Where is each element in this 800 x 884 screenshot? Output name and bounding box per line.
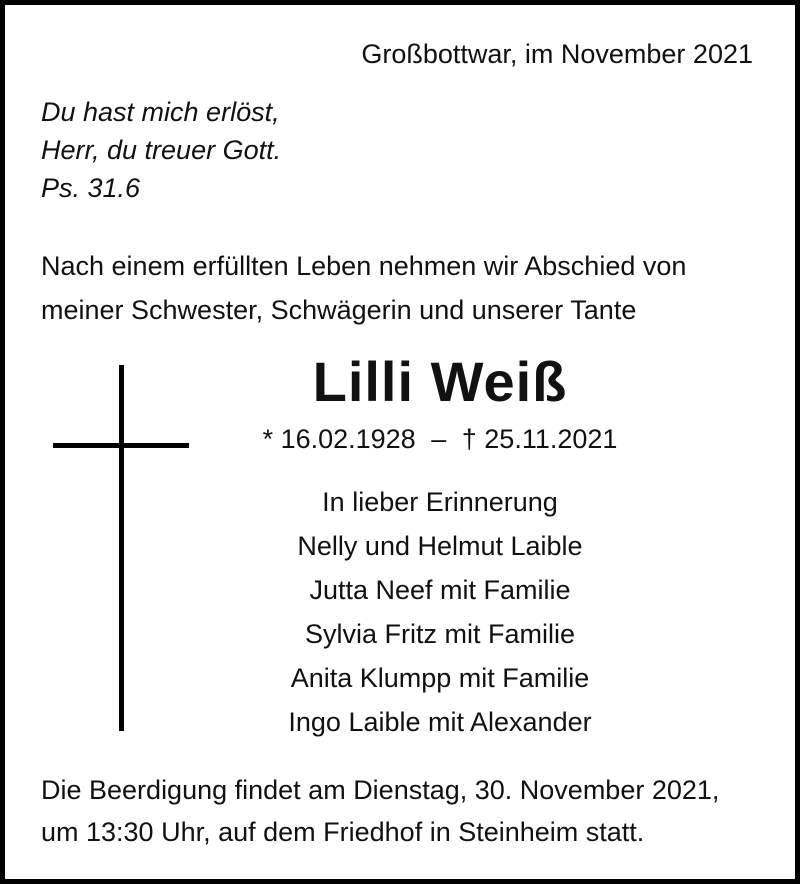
verse-line: Herr, du treuer Gott. — [41, 135, 282, 165]
cross-horizontal-bar — [53, 443, 189, 448]
mourner-line: Jutta Neef mit Familie — [309, 575, 571, 605]
funeral-details — [41, 769, 719, 853]
place-date: Großbottwar, im November 2021 — [361, 39, 753, 69]
mourners-list — [235, 480, 645, 744]
intro-line: Nach einem erfüllten Leben nehmen wir Abschied von — [41, 251, 687, 281]
funeral-line: um 13:30 Uhr, auf dem Friedhof in Steinheim statt. — [41, 817, 645, 847]
cross-icon — [53, 365, 189, 731]
life-dates — [235, 422, 645, 456]
verse-reference: Ps. 31.6 — [41, 173, 141, 203]
verse-line: Du hast mich erlöst, — [41, 97, 280, 127]
birth-date: * 16.02.1928 — [262, 424, 416, 454]
deceased-name: Lilli Weiß — [312, 350, 568, 413]
funeral-line: Die Beerdigung findet am Dienstag, 30. November 2021, — [41, 775, 720, 805]
intro-text — [41, 244, 686, 332]
mourner-line: Nelly und Helmut Laible — [297, 531, 583, 561]
bible-verse — [41, 93, 281, 207]
mourner-line: Ingo Laible mit Alexander — [288, 707, 592, 737]
mourner-line: Anita Klumpp mit Familie — [290, 663, 590, 693]
death-date: † 25.11.2021 — [461, 424, 618, 454]
mourner-line: Sylvia Fritz mit Familie — [304, 619, 575, 649]
date-separator: – — [431, 424, 447, 454]
intro-line: meiner Schwester, Schwägerin und unserer Tante — [41, 295, 637, 325]
mourner-line: In lieber Erinnerung — [322, 487, 558, 517]
cross-vertical-bar — [119, 365, 124, 731]
